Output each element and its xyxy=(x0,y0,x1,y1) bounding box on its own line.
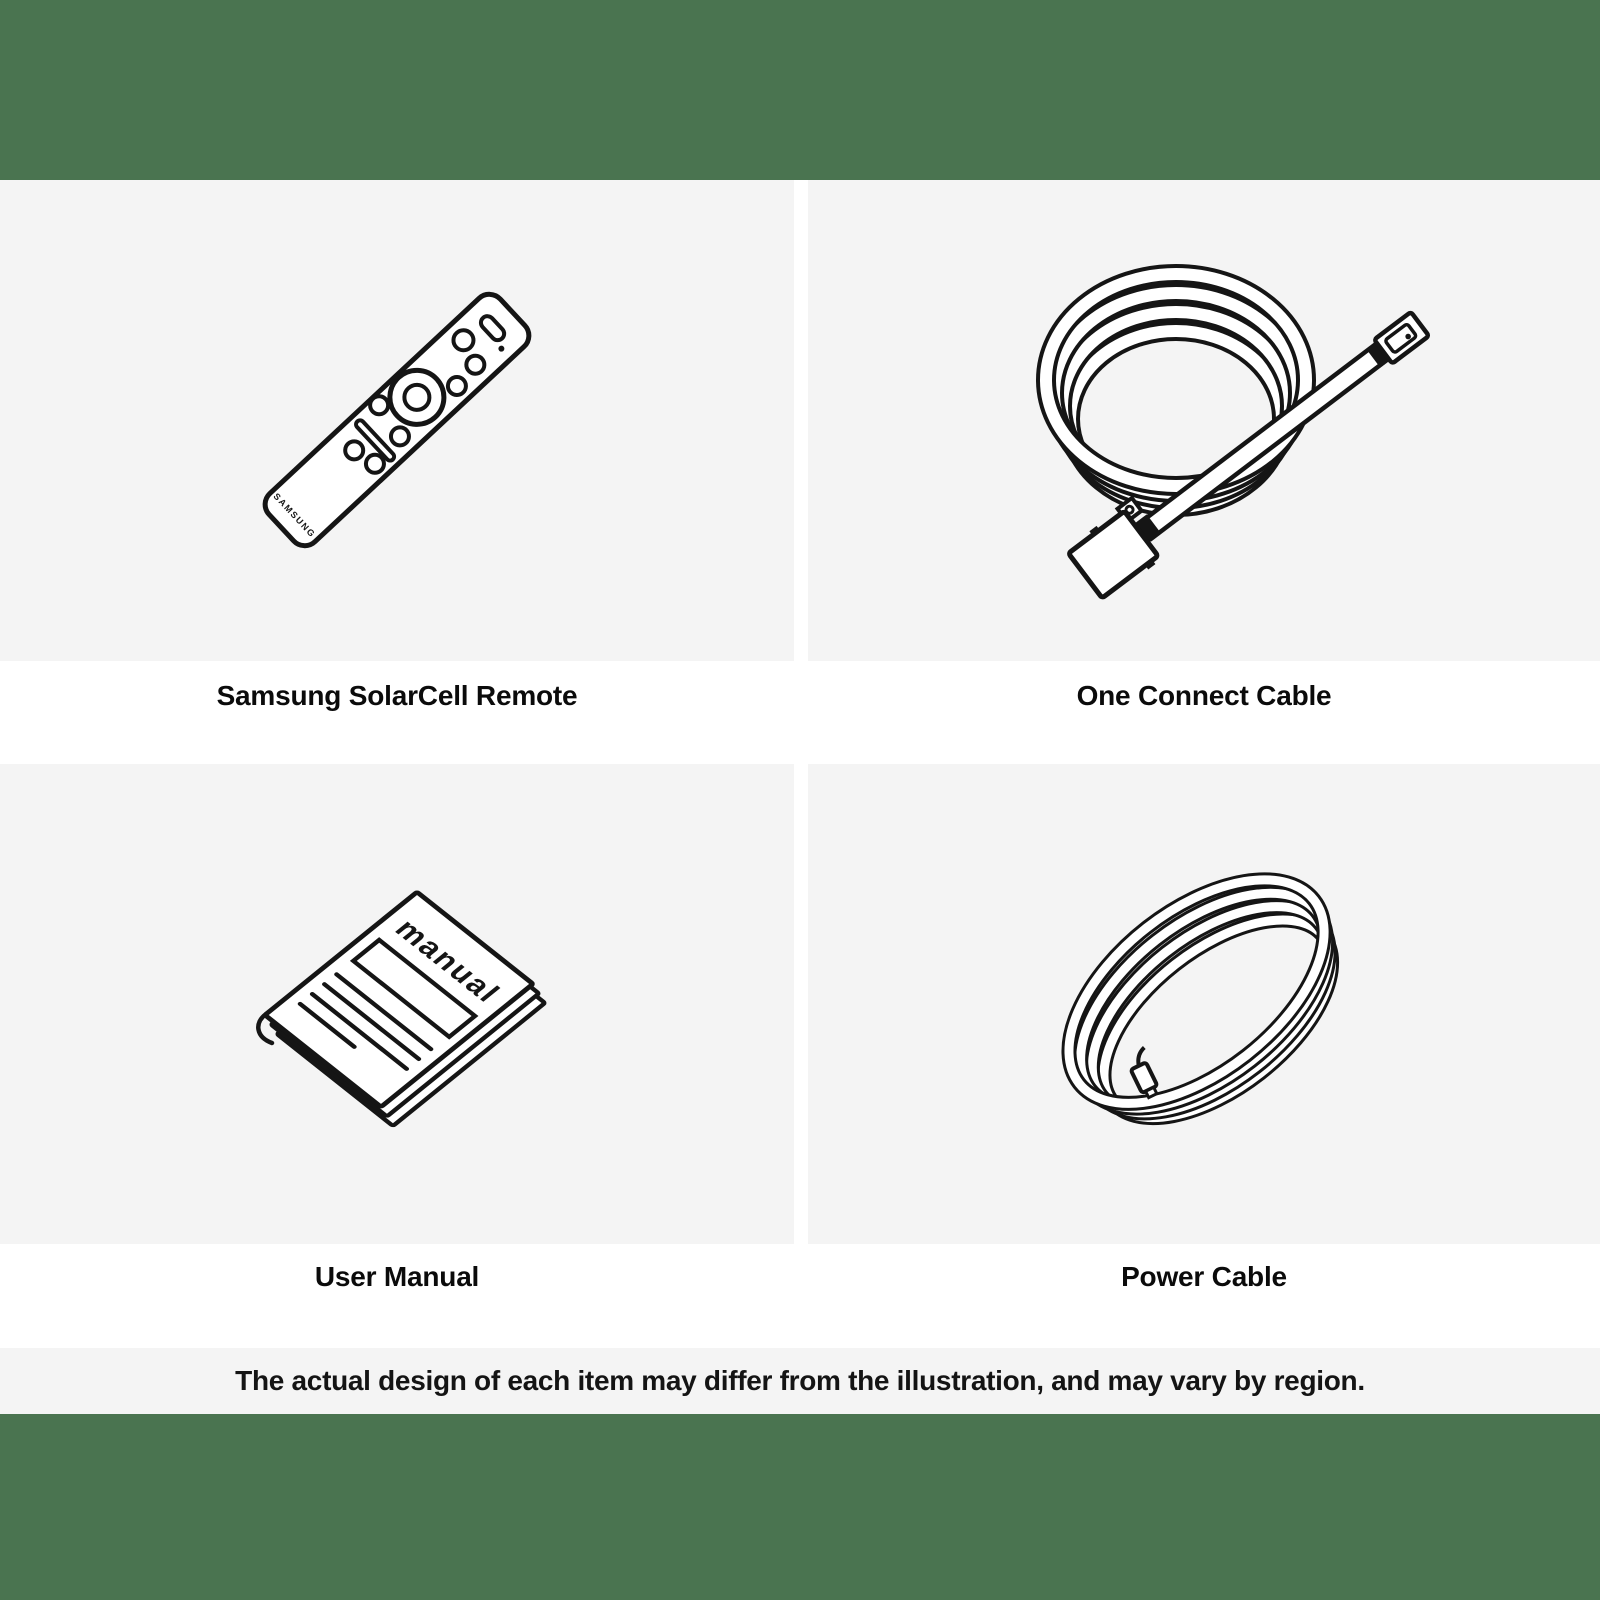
remote-buttons xyxy=(331,302,517,481)
panel-remote xyxy=(0,180,794,661)
manual-cover xyxy=(265,892,533,1107)
label-power-cable-text: Power Cable xyxy=(1121,1261,1287,1292)
manual-cover-text: manual xyxy=(388,913,508,1009)
remote-illustration xyxy=(0,180,794,661)
cable-coil xyxy=(1046,274,1306,507)
panel-user-manual xyxy=(0,764,794,1244)
label-one-connect-cable xyxy=(808,661,1600,764)
top-green-band xyxy=(0,0,1600,180)
label-user-manual xyxy=(0,1244,794,1348)
disclaimer-text: The actual design of each item may differ from the illustration, and may vary by region. xyxy=(235,1365,1365,1396)
label-remote xyxy=(0,661,794,764)
label-remote-text: Samsung SolarCell Remote xyxy=(216,679,578,711)
disclaimer-bar xyxy=(0,1348,1600,1414)
one-connect-cable-illustration xyxy=(808,180,1600,661)
label-power-cable xyxy=(808,1244,1600,1348)
label-user-manual-text: User Manual xyxy=(314,1261,480,1292)
panel-one-connect-cable xyxy=(808,180,1600,661)
power-cable-coil xyxy=(1029,836,1377,1165)
bottom-green-band xyxy=(0,1414,1600,1600)
panel-power-cable xyxy=(808,764,1600,1244)
label-one-connect-cable-text: One Connect Cable xyxy=(1076,679,1332,711)
user-manual-illustration xyxy=(0,764,794,1244)
remote-brand-text: SAMSUNG xyxy=(271,491,318,540)
power-plug xyxy=(1125,1047,1165,1099)
power-cable-illustration xyxy=(808,764,1600,1244)
